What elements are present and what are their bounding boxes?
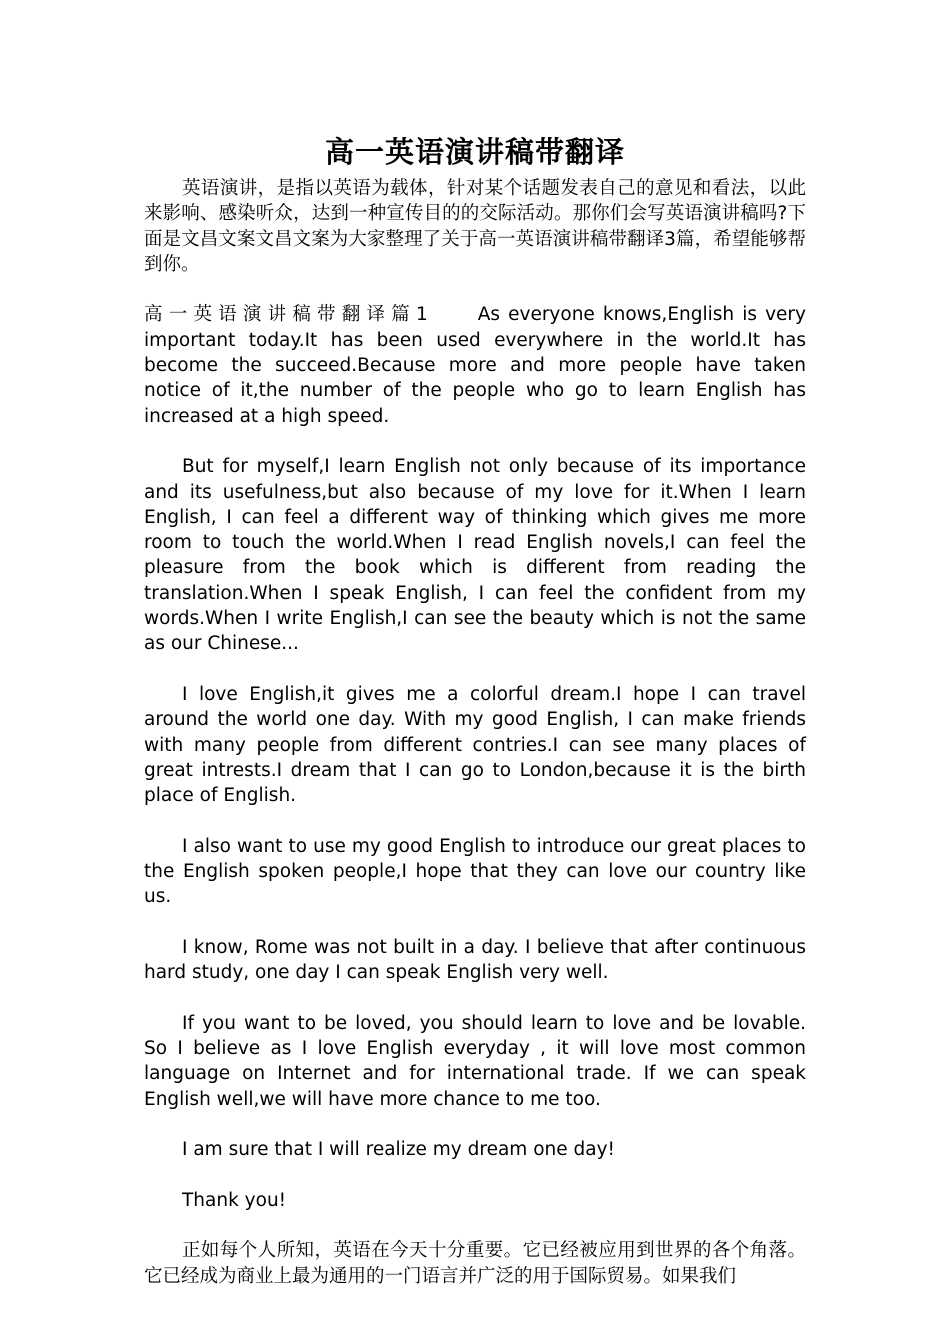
- body-paragraph-2: But for myself,I learn English not only because of its importance and its usefulness,but also because of my love for it.When I learn English, I can feel a different way of thinking which gives me more room to touch the world.When I read English novels,I can feel the pleasure from the book which is different from reading the translation.When I speak English, I can feel the confident from my words.When I write English,I can see the beauty which is not the same as our Chinese...: [144, 456, 806, 655]
- body-paragraph-5: I know, Rome was not built in a day. I believe that after continuous hard study, one day I can speak English very well.: [144, 936, 806, 984]
- intro-paragraph: 英语演讲，是指以英语为载体，针对某个话题发表自己的意见和看法，以此来影响、感染听众，达到一种宣传目的的交际活动。那你们会写英语演讲稿吗?下面是文昌文案文昌文案为大家整理了关于高一英语演讲稿带翻译3篇，希望能够帮到你。: [144, 178, 806, 275]
- section-1-paragraph: [144, 302, 806, 428]
- body-paragraph-4: I also want to use my good English to introduce our great places to the English spoken people,I hope that they can love our country like us.: [144, 835, 806, 908]
- body-paragraph-7: I am sure that I will realize my dream one day!: [182, 1139, 615, 1161]
- body-paragraph-6: If you want to be loved, you should learn to love and be lovable. So I believe as I love English everyday , it will love most common language on Internet and for international trade. If we can speak English well,we will have more chance to me too.: [144, 1012, 806, 1110]
- document-title: 高一英语演讲稿带翻译: [324, 135, 625, 169]
- translation-paragraph: 正如每个人所知，英语在今天十分重要。它已经被应用到世界的各个角落。它已经成为商业上最为通用的一门语言并广泛的用于国际贸易。如果我们: [144, 1240, 806, 1287]
- body-paragraph-8: Thank you!: [182, 1189, 287, 1211]
- document-page: [144, 130, 806, 1289]
- section-1-heading: 高一英语演讲稿带翻译篇1: [144, 304, 432, 326]
- section-1-text: As everyone knows,English is very important today.It has been used everywhere in the world.It has become the succeed.Because more and more people have taken notice of it,the number of the people who go to learn English has increased at a high speed.: [144, 304, 806, 427]
- body-paragraph-3: I love English,it gives me a colorful dream.I hope I can travel around the world one day. With my good English, I can make friends with many people from different contries.I can see many places of great intrests.I dream that I can go to London,because it is the birth place of English.: [144, 683, 806, 807]
